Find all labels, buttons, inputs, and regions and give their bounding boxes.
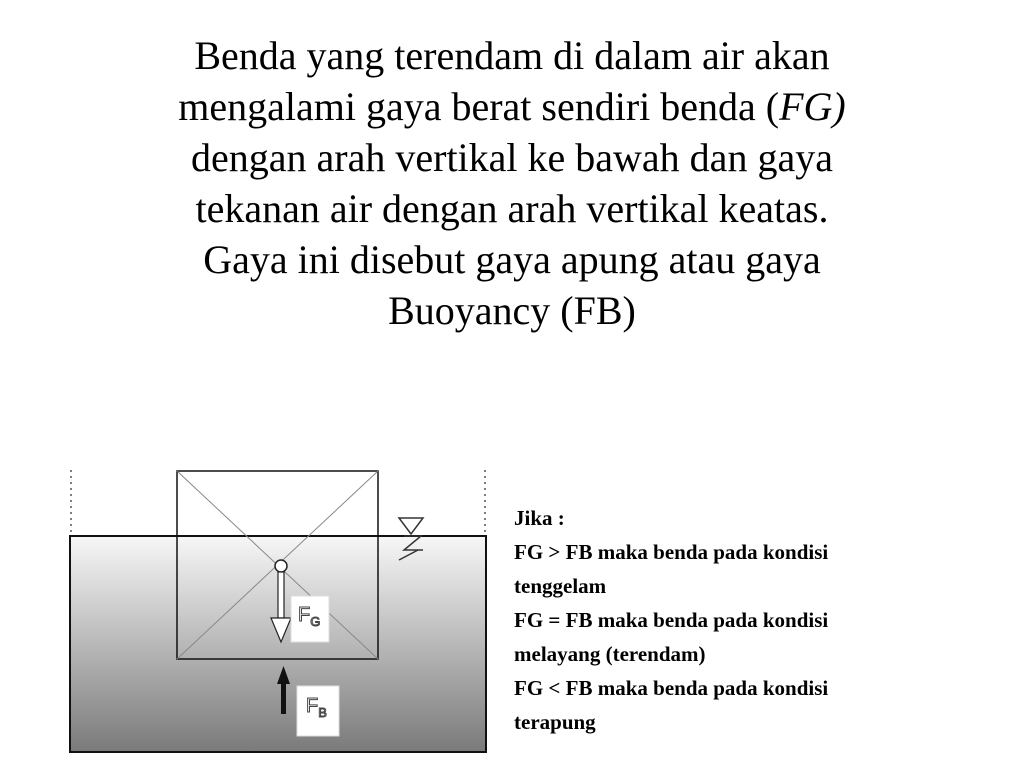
fg-label-main: F: [298, 604, 311, 626]
buoyancy-diagram: [66, 466, 490, 756]
title-line-3: dengan arah vertikal ke bawah dan gaya: [191, 135, 833, 180]
condition-line: terapung: [514, 710, 596, 734]
condition-line: FG > FB maka benda pada kondisi: [514, 540, 829, 564]
conditions-heading: Jika :: [514, 506, 565, 530]
fg-label-sub: G: [310, 614, 321, 629]
condition-line: FG = FB maka benda pada kondisi: [514, 608, 829, 632]
condition-line: melayang (terendam): [514, 642, 706, 666]
title-line-1: Benda yang terendam di dalam air akan: [194, 33, 830, 78]
condition-line: FG < FB maka benda pada kondisi: [514, 676, 829, 700]
slide-title: [40, 30, 984, 336]
title-line-6: Buoyancy (FB): [388, 288, 636, 333]
title-fg-emphasis: FG): [779, 84, 846, 129]
title-line-2: [40, 81, 984, 132]
fb-label-main: F: [306, 695, 319, 717]
title-line-2-text: mengalami gaya berat sendiri benda (: [178, 84, 780, 129]
title-line-5: Gaya ini disebut gaya apung atau gaya: [203, 237, 821, 282]
fb-label-sub: B: [318, 705, 327, 720]
conditions-text: [514, 501, 954, 739]
condition-line: tenggelam: [514, 574, 607, 598]
buoyancy-diagram-svg: [66, 466, 490, 756]
title-line-4: tekanan air dengan arah vertikal keatas.: [195, 186, 829, 231]
